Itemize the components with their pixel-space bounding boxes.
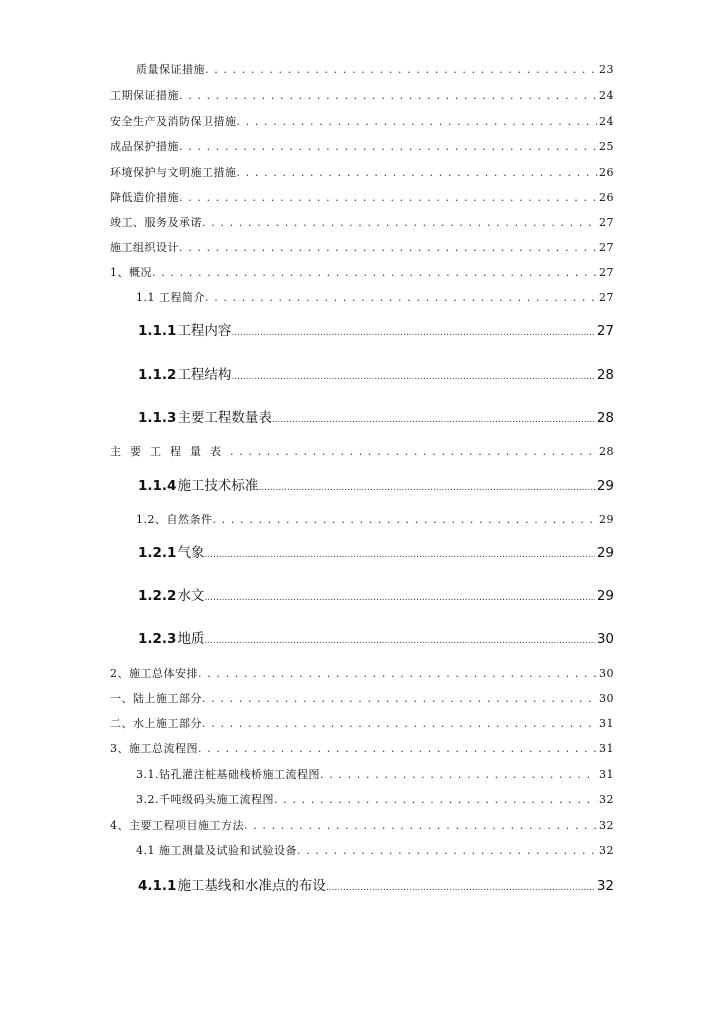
dot-leader	[244, 820, 597, 831]
toc-entry-weather[interactable]	[138, 547, 614, 561]
toc-entry-title: 施工组织设计	[110, 241, 179, 254]
dot-leader	[237, 167, 598, 178]
toc-entry-page: 29	[596, 545, 614, 561]
toc-entry-quality-assurance[interactable]	[136, 64, 614, 75]
toc-entry-page: 29	[596, 478, 614, 494]
toc-entry-page: 31	[599, 768, 614, 781]
toc-entry-title: 2、施工总体安排	[110, 667, 198, 680]
toc-entry-construction-design[interactable]	[110, 242, 614, 253]
toc-entry-land-construction[interactable]	[110, 693, 614, 704]
toc-entry-wharf-flow-chart[interactable]	[136, 794, 614, 805]
toc-entry-title: 主要工程数量表	[177, 410, 272, 426]
toc-entry-title: 1.2、自然条件	[136, 513, 213, 526]
toc-entry-page: 26	[599, 166, 614, 179]
toc-entry-page: 31	[599, 742, 614, 755]
toc-entry-title: 地质	[177, 631, 205, 647]
dot-leader	[202, 693, 597, 704]
section-number: 1.1.2	[138, 367, 177, 383]
dot-leader	[230, 446, 597, 457]
dot-leader	[198, 668, 597, 679]
dot-leader	[272, 412, 595, 426]
toc-entry-project-content[interactable]	[138, 325, 614, 339]
section-number: 1.2.3	[138, 631, 177, 647]
toc-entry-title: 施工技术标准	[177, 478, 259, 494]
toc-entry-natural-conditions[interactable]	[136, 514, 614, 525]
dot-leader	[179, 141, 597, 152]
toc-entry-title: 工程结构	[177, 367, 232, 383]
dot-leader	[204, 590, 594, 604]
toc-entry-page: 24	[599, 115, 614, 128]
toc-entry-project-structure[interactable]	[138, 369, 614, 383]
dot-leader	[198, 743, 597, 754]
section-number: 4.1.1	[138, 878, 177, 894]
dot-leader	[202, 217, 597, 228]
toc-entry-page: 30	[596, 631, 614, 647]
dot-leader	[297, 845, 597, 856]
toc-entry-title: 3、施工总流程图	[110, 742, 198, 755]
dot-leader	[179, 90, 597, 101]
toc-entry-title: 4、主要工程项目施工方法	[110, 819, 244, 832]
toc-entry-project-intro[interactable]	[136, 292, 614, 303]
toc-entry-flow-chart[interactable]	[110, 743, 614, 754]
toc-entry-page: 32	[596, 878, 614, 894]
toc-entry-main-quantity-table[interactable]	[138, 412, 614, 426]
toc-entry-page: 27	[599, 241, 614, 254]
toc-entry-page: 27	[596, 323, 614, 339]
toc-entry-page: 29	[596, 588, 614, 604]
toc-entry-title: 工期保证措施	[110, 89, 179, 102]
toc-entry-title: 气象	[177, 545, 205, 561]
dot-leader	[274, 794, 597, 805]
toc-entry-title: 降低造价措施	[110, 191, 179, 204]
toc-entry-geology[interactable]	[138, 633, 614, 647]
toc-entry-hydrology[interactable]	[138, 590, 614, 604]
section-number: 1.1.4	[138, 478, 177, 494]
dot-leader	[204, 547, 594, 561]
dot-leader	[258, 480, 594, 494]
toc-entry-page: 28	[596, 410, 614, 426]
toc-entry-water-construction[interactable]	[110, 718, 614, 729]
section-number: 1.1.1	[138, 323, 177, 339]
toc-entry-title: 成品保护措施	[110, 140, 179, 153]
toc-entry-page: 28	[599, 445, 614, 458]
toc-entry-page: 23	[599, 63, 614, 76]
toc-entry-page: 27	[599, 291, 614, 304]
dot-leader	[205, 292, 597, 303]
toc-entry-page: 29	[599, 513, 614, 526]
toc-entry-title: 3.1.钻孔灌注桩基础栈桥施工流程图	[136, 768, 320, 781]
toc-entry-page: 28	[596, 367, 614, 383]
toc-entry-title: 竣工、服务及承诺	[110, 216, 202, 229]
toc-entry-product-protection[interactable]	[110, 141, 614, 152]
toc-entry-page: 25	[599, 140, 614, 153]
toc-entry-page: 32	[599, 819, 614, 832]
section-number: 1.2.2	[138, 588, 177, 604]
toc-entry-survey-testing[interactable]	[136, 845, 614, 856]
toc-entry-cost-reduction[interactable]	[110, 192, 614, 203]
toc-entry-title: 施工基线和水准点的布设	[177, 878, 326, 894]
toc-entry-page: 31	[599, 717, 614, 730]
toc-entry-schedule-assurance[interactable]	[110, 90, 614, 101]
toc-entry-page: 27	[599, 216, 614, 229]
toc-entry-overall-arrangement[interactable]	[110, 668, 614, 679]
toc-entry-page: 27	[599, 266, 614, 279]
toc-entry-title: 质量保证措施	[136, 63, 205, 76]
toc-entry-environment[interactable]	[110, 167, 614, 178]
dot-leader	[213, 514, 598, 525]
toc-entry-trestle-flow-chart[interactable]	[136, 769, 614, 780]
dot-leader	[204, 633, 594, 647]
section-number: 1.1.3	[138, 410, 177, 426]
toc-entry-main-methods[interactable]	[110, 820, 614, 831]
toc-entry-baseline-benchmark[interactable]	[138, 880, 614, 894]
toc-entry-title: 二、水上施工部分	[110, 717, 202, 730]
toc-entry-title: 水文	[177, 588, 205, 604]
dot-leader	[320, 769, 597, 780]
toc-entry-page: 30	[599, 692, 614, 705]
toc-entry-title: 3.2.千吨级码头施工流程图	[136, 793, 274, 806]
toc-entry-page: 26	[599, 191, 614, 204]
toc-entry-safety-fire[interactable]	[110, 116, 614, 127]
toc-entry-title: 1、概况	[110, 266, 152, 279]
toc-entry-page: 32	[599, 793, 614, 806]
toc-entry-technical-standards[interactable]	[138, 480, 614, 494]
toc-entry-title: 工程内容	[177, 323, 232, 339]
dot-leader	[179, 192, 597, 203]
dot-leader	[326, 880, 595, 894]
dot-leader	[205, 64, 597, 75]
dot-leader	[237, 116, 598, 127]
dot-leader	[152, 267, 597, 278]
dot-leader	[231, 369, 594, 383]
toc-entry-title: 安全生产及消防保卫措施	[110, 115, 237, 128]
toc-entry-overview[interactable]	[110, 267, 614, 278]
toc-entry-title: 1.1 工程简介	[136, 291, 205, 304]
section-number: 1.2.1	[138, 545, 177, 561]
toc-entry-title: 一、陆上施工部分	[110, 692, 202, 705]
dot-leader	[202, 718, 597, 729]
dot-leader	[231, 325, 594, 339]
toc-entry-main-quantities[interactable]	[110, 446, 614, 457]
toc-entry-completion-service[interactable]	[110, 217, 614, 228]
toc-entry-title: 主要工程量表	[110, 445, 230, 458]
toc-entry-page: 32	[599, 844, 614, 857]
dot-leader	[179, 242, 597, 253]
toc-entry-page: 24	[599, 89, 614, 102]
toc-entry-title: 4.1 施工测量及试验和试验设备	[136, 844, 297, 857]
toc-entry-title: 环境保护与文明施工措施	[110, 166, 237, 179]
toc-entry-page: 30	[599, 667, 614, 680]
